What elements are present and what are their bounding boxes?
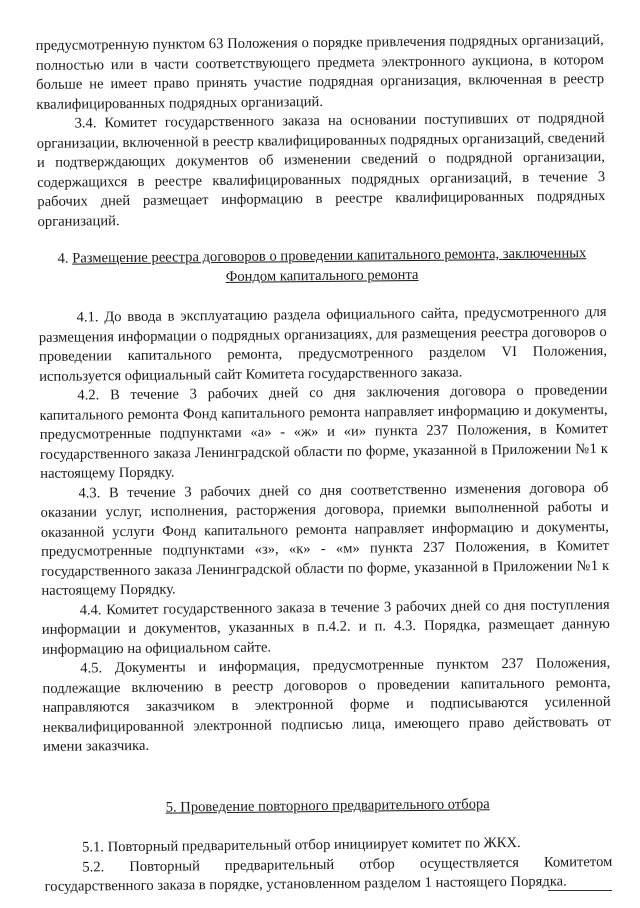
paragraph-4-4: 4.4. Комитет государственного заказа в течение 3 рабочих дней со дня поступления информации и документов, указанных в п.4.2. и п. 4.3. Порядка, размещает данную информацию на официальном сайте.: [41, 596, 610, 658]
paragraph-4-1: 4.1. До ввода в эксплуатацию раздела официального сайта, предусмотренного для размещения информации о подрядных организациях, для размещения реестра договоров о проведении капитального ремонта, предусмотренного разделом VI Положения, используется официальный сайт Комитета государственного заказа.: [38, 303, 608, 385]
paragraph-3-4: 3.4. Комитет государственного заказа на основании поступивших от подрядной организации, включенной в реестр квалифицированных подрядных организаций, сведений и подтверждающих документов об изменении сведений о подрядной организации, содержащихся в реестре квалифицированных подрядных организаций, в течение 3 рабочих дней размещает информацию в реестре квалифицированных подрядных организаций.: [36, 110, 606, 230]
paragraph-5-1: 5.1. Повторный предварительный отбор инициирует комитет по ЖКХ.: [82, 834, 521, 856]
section-4-number: 4.: [57, 250, 69, 267]
section-4-title: Размещение реестра договоров о проведении капитального ремонта, заключенных Фондом капитального ремонта: [72, 245, 587, 285]
section-4-heading: [38, 244, 606, 289]
paragraph-4-2: 4.2. В течение 3 рабочих дней со дня заключения договора о проведении капитального ремонта Фонд капитального ремонта направляет информацию и документы, предусмотренные подпунктами «а» - «ж» и «и» пункта 237 Положения, в Комитет государственного заказа Ленинградской области по форме, указанной в Приложении №1 к настоящему Порядку.: [39, 381, 609, 482]
paragraph-4-3: 4.3. В течение 3 рабочих дней со дня соответственно изменения договора об оказании услуг, исполнения, расторжения договора, приемки выполненной работы и оказанной услуги Фонд капитального ремонта направляет информацию и документы, предусмотренные подпунктами «з», «к» - «м» пункта 237 Положения, в Комитет государственного заказа Ленинградской области по форме, указанной в Приложении №1 к настоящему Порядку.: [40, 479, 610, 599]
paragraph-4-5: 4.5. Документы и информация, предусмотренные пунктом 237 Положения, подлежащие включению в реестр договоров о проведении капитального ремонта, направляются заказчиком в электронной форме и подписываются усиленной неквалифицированной электронной подписью лица, имеющего право действовать от имени заказчика.: [42, 654, 611, 755]
footer-rule: [548, 890, 612, 891]
section-5-title: 5. Проведение повторного предварительного отбора: [165, 795, 490, 816]
continuation-paragraph: предусмотренную пунктом 63 Положения о порядке привлечения подрядных организаций, полностью или в части соответствующего предмета электронного аукциона, в котором больше не имеет право принять участие подрядная организация, включенная в реестр квалифицированных подрядных организаций.: [35, 32, 605, 113]
paragraph-5-2: 5.2. Повторный предварительный отбор осуществляется Комитетом государственного заказа в порядке, установленном разделом 1 настоящего Порядка.: [44, 853, 613, 895]
